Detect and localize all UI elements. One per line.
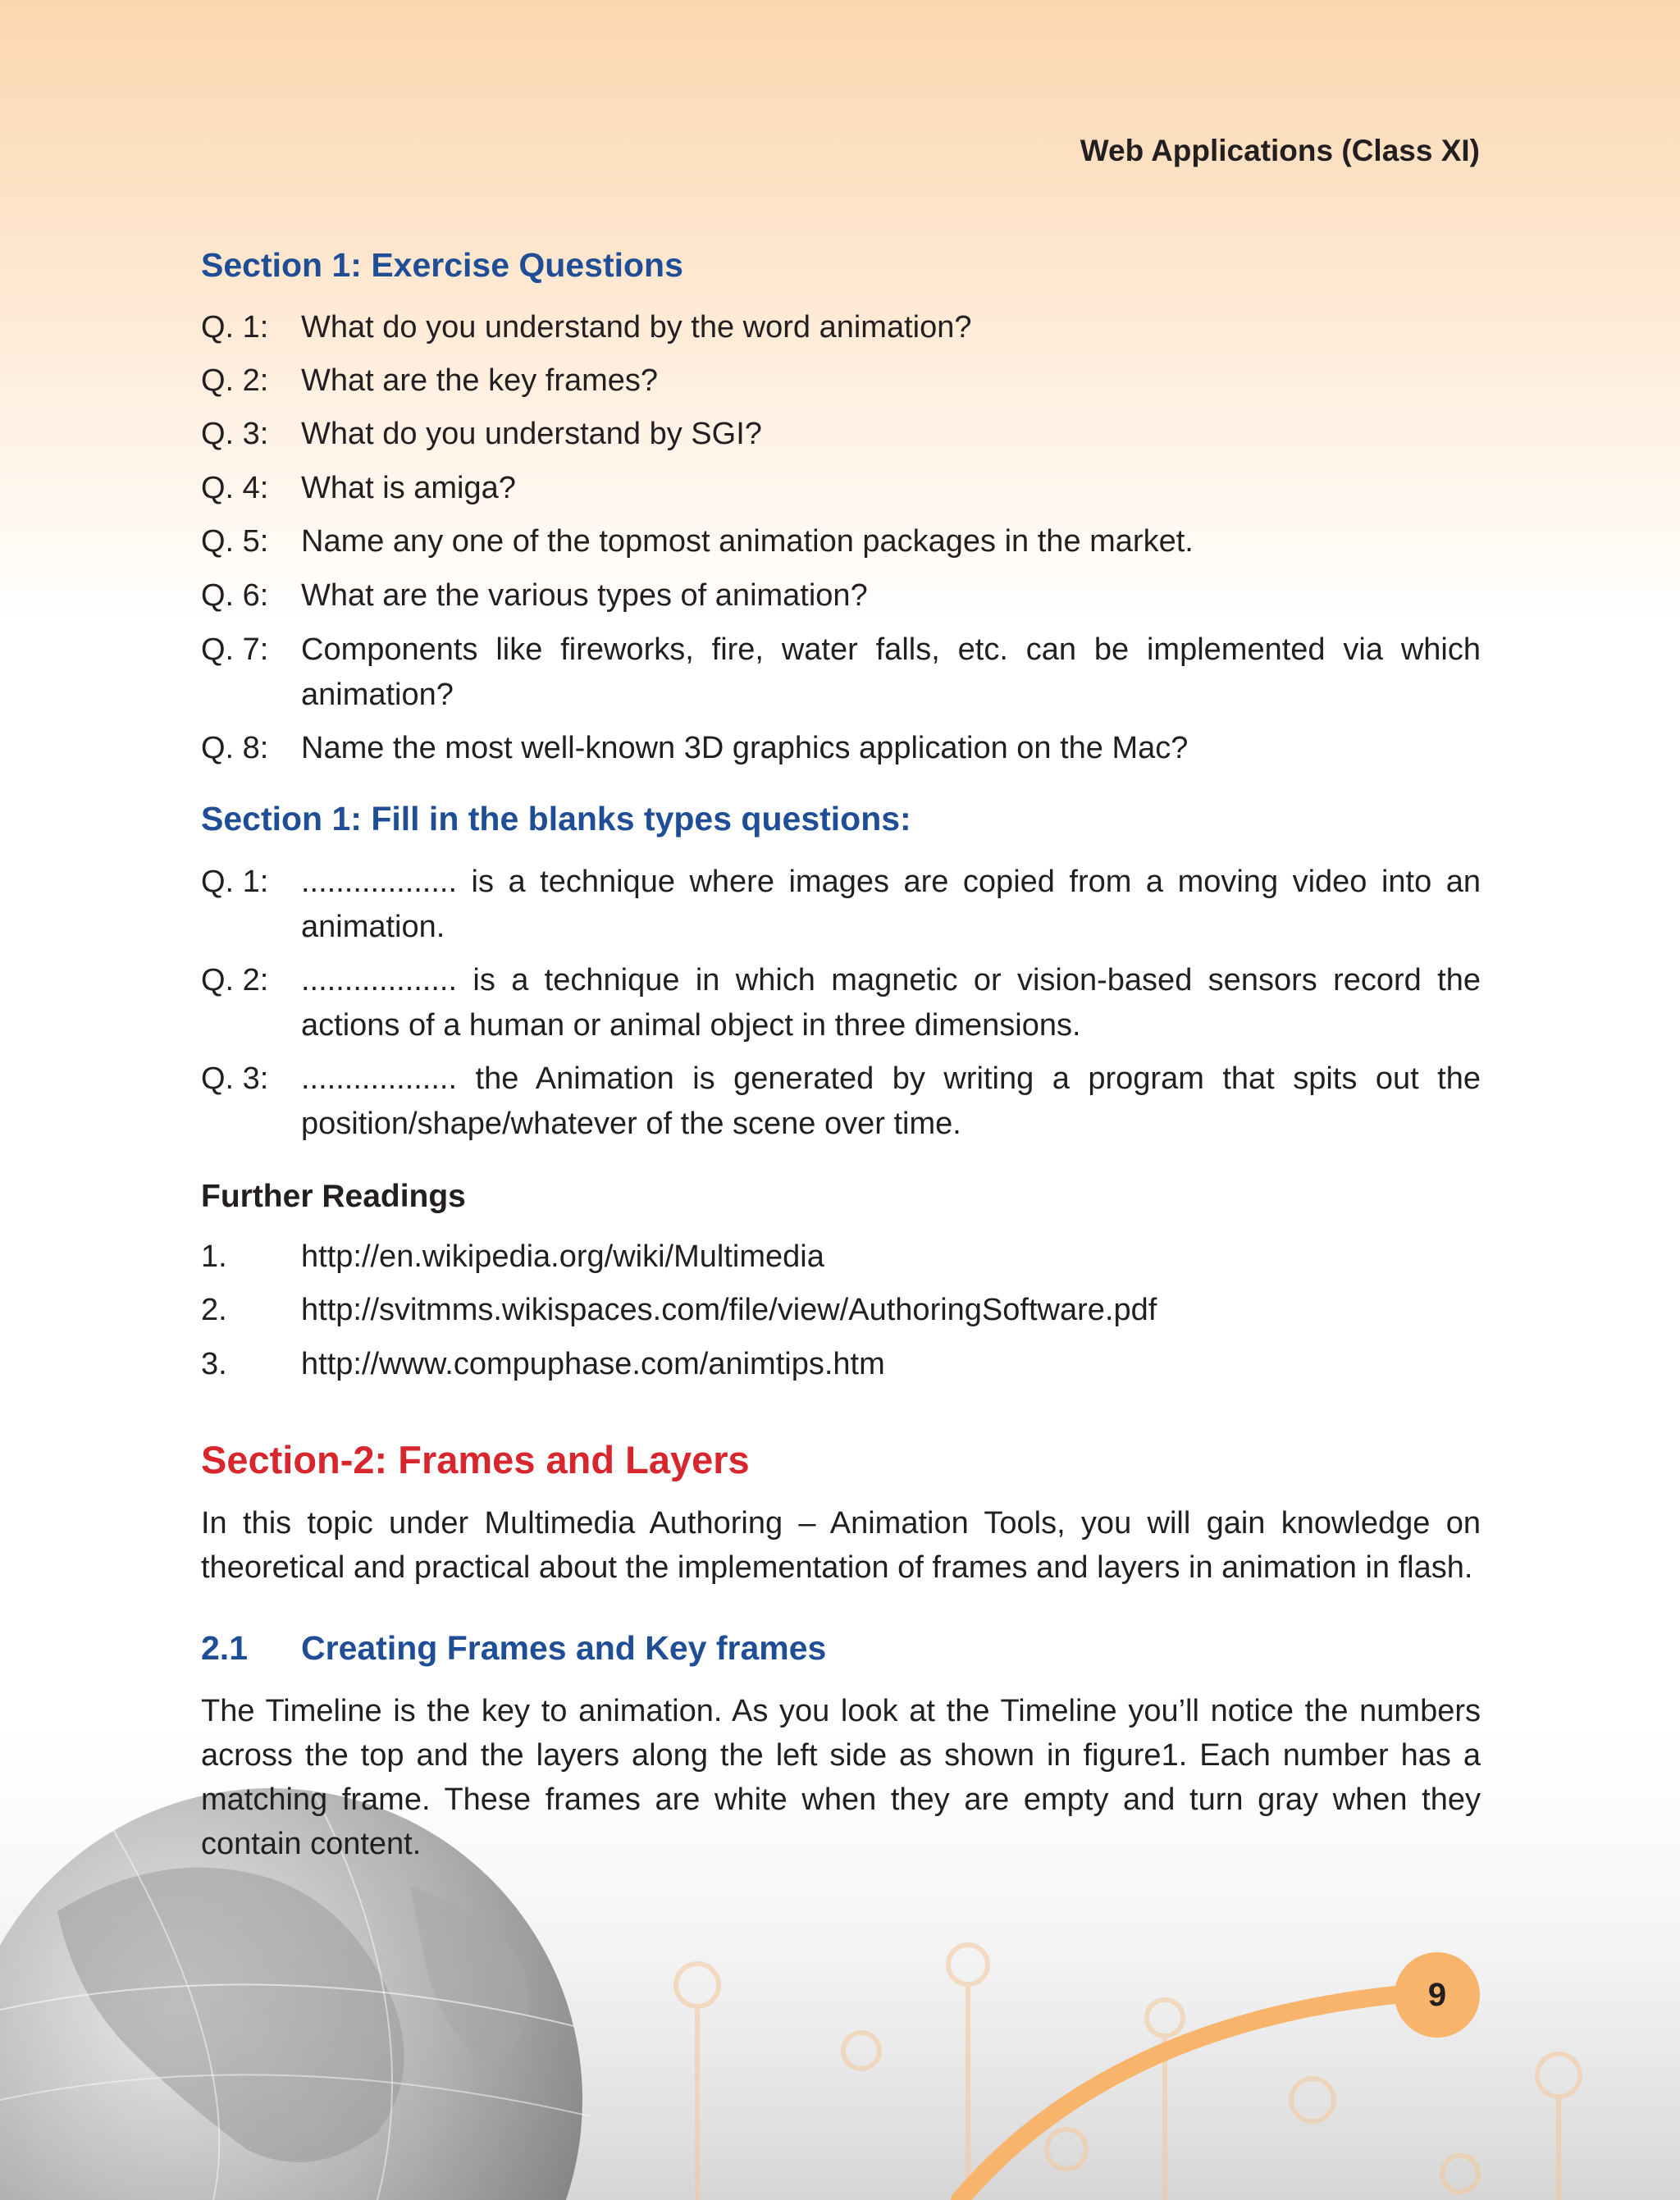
page-number: 9	[1395, 1952, 1480, 2038]
question-label: Q. 1:	[201, 310, 269, 345]
question-label: Q. 1:	[201, 865, 269, 899]
question-text: .................. the Animation is generated by writing a program that spits out the position/shape/whatever of the scene over time.	[301, 1061, 1481, 1141]
question-text: Name the most well-known 3D graphics application on the Mac?	[301, 731, 1189, 765]
further-readings-heading: Further Readings	[201, 1179, 466, 1214]
question-label: Q. 2:	[201, 363, 269, 398]
question-text: What are the key frames?	[301, 363, 659, 398]
question-label: Q. 7:	[201, 632, 269, 667]
reading-link[interactable]: http://svitmms.wikispaces.com/file/view/AuthoringSoftware.pdf	[301, 1293, 1157, 1327]
exercise-question	[201, 358, 1481, 404]
question-text: What do you understand by the word animation?	[301, 310, 972, 345]
section2-heading: Section-2: Frames and Layers	[201, 1438, 750, 1481]
subsection-title: Creating Frames and Key frames	[301, 1629, 827, 1667]
question-label: Q. 6:	[201, 578, 269, 613]
question-label: Q. 4:	[201, 471, 269, 505]
question-text: Name any one of the topmost animation packages in the market.	[301, 524, 1194, 559]
fill-blank-question	[201, 860, 1481, 950]
exercise-question	[201, 305, 1481, 350]
reading-number: 1.	[201, 1239, 227, 1274]
question-label: Q. 2:	[201, 963, 269, 997]
question-text: What is amiga?	[301, 471, 516, 505]
reading-item	[201, 1235, 1481, 1280]
subsection-body: The Timeline is the key to animation. As you look at the Timeline you’ll notice the numbers across the top and the layers along the left side as shown in figure1. Each number has a matching frame. These frames are white when they are empty and turn gray when they contain content.	[201, 1694, 1481, 1861]
question-label: Q. 3:	[201, 417, 269, 451]
subsection-number: 2.1	[201, 1629, 248, 1667]
exercise-question	[201, 628, 1481, 718]
exercise-question	[201, 412, 1481, 457]
question-text: Components like fireworks, fire, water falls, etc. can be implemented via which animation?	[301, 632, 1481, 712]
exercise-question	[201, 519, 1481, 564]
question-label: Q. 3:	[201, 1061, 269, 1096]
reading-link[interactable]: http://en.wikipedia.org/wiki/Multimedia	[301, 1239, 824, 1274]
exercise-question	[201, 726, 1481, 771]
exercise-question	[201, 466, 1481, 511]
exercise-heading: Section 1: Exercise Questions	[201, 246, 683, 284]
reading-number: 2.	[201, 1293, 227, 1327]
section2-intro: In this topic under Multimedia Authoring – Animation Tools, you will gain knowledge on theoretical and practical about the implementation of frames and layers in animation in flash.	[201, 1506, 1481, 1585]
reading-number: 3.	[201, 1347, 227, 1381]
question-text: .................. is a technique where images are copied from a moving video into an animation.	[301, 865, 1481, 944]
fill-blanks-heading: Section 1: Fill in the blanks types questions:	[201, 800, 911, 838]
fill-blank-question	[201, 958, 1481, 1048]
question-text: What are the various types of animation?	[301, 578, 868, 613]
question-label: Q. 8:	[201, 731, 269, 765]
reading-item	[201, 1342, 1481, 1387]
reading-item	[201, 1288, 1481, 1333]
question-label: Q. 5:	[201, 524, 269, 559]
question-text: What do you understand by SGI?	[301, 417, 762, 451]
fill-blank-question	[201, 1057, 1481, 1147]
reading-link[interactable]: http://www.compuphase.com/animtips.htm	[301, 1347, 885, 1381]
running-header: Web Applications (Class XI)	[1080, 134, 1480, 167]
question-text: .................. is a technique in which magnetic or vision-based sensors record the actions of a human or animal object in three dimensions.	[301, 963, 1481, 1043]
exercise-question	[201, 573, 1481, 618]
